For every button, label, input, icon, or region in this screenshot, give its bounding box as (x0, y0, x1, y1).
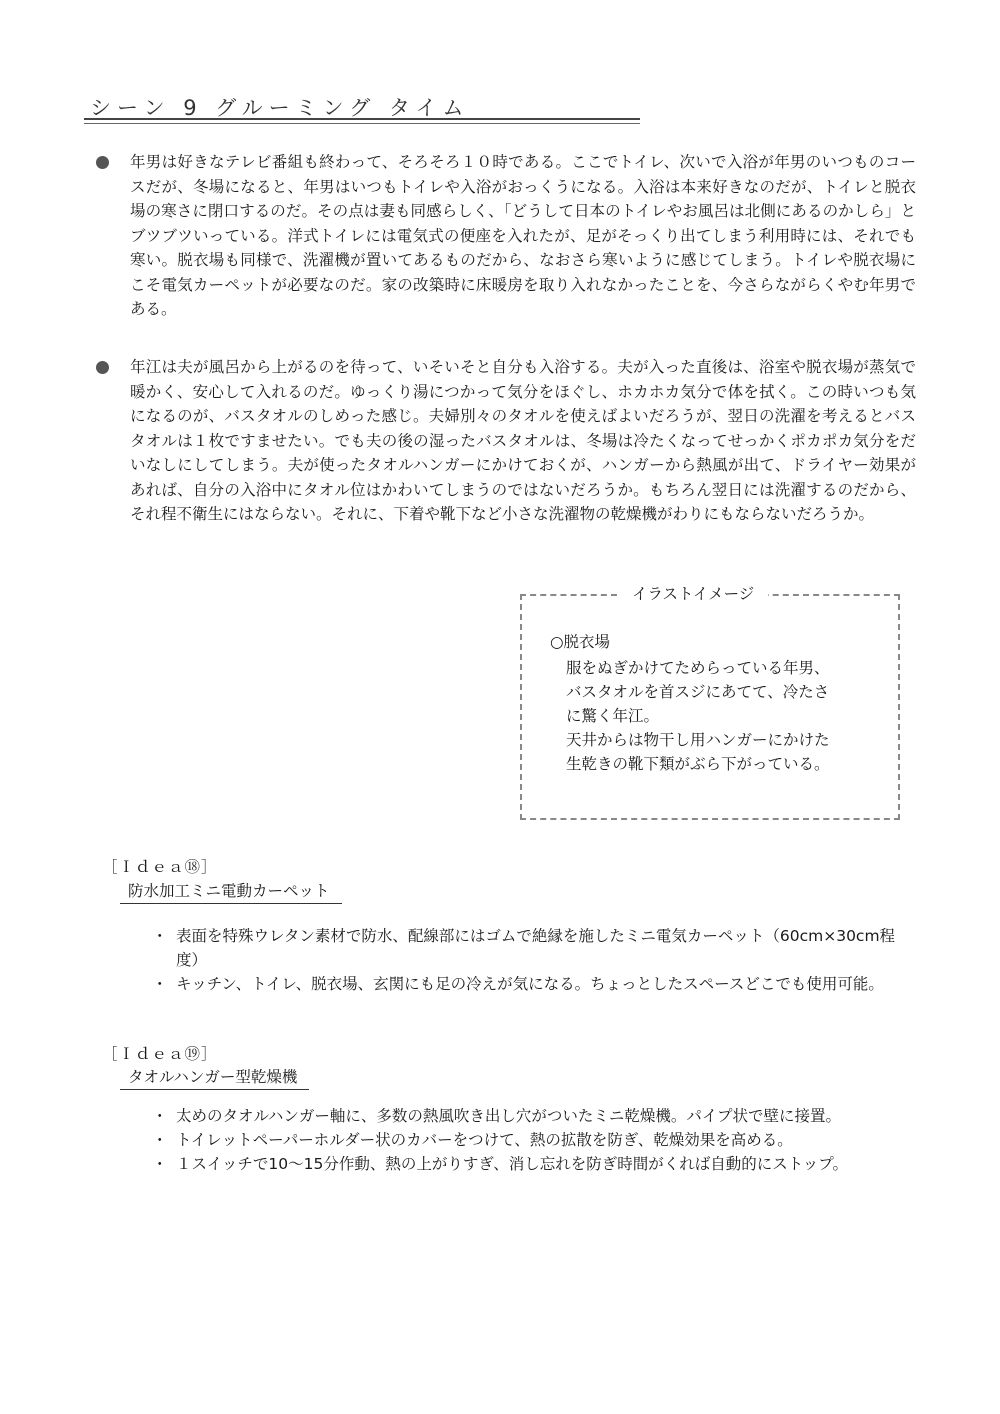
paragraph-toshie (96, 355, 916, 527)
illustration-line: に驚く年江。 (566, 707, 660, 725)
bullet-marker: ・ (152, 1131, 168, 1149)
list-item (150, 1128, 915, 1152)
idea-18-label: ［Ｉｄｅａ⑱］ (102, 858, 218, 876)
illustration-description (566, 656, 830, 776)
title-underline-thin (84, 123, 640, 124)
bullet-dot-icon (96, 361, 109, 374)
illustration-line: バスタオルを首スジにあてて、冷たさ (566, 683, 830, 701)
idea-18-list (150, 924, 915, 996)
list-item (150, 1104, 915, 1128)
list-item-text: トイレットペーパーホルダー状のカバーをつけて、熱の拡散を防ぎ、乾燥効果を高める。 (176, 1131, 793, 1149)
bullet-marker: ・ (152, 927, 168, 945)
illustration-heading: ○脱衣場 (550, 633, 611, 651)
list-item-text: １スイッチで10～15分作動、熱の上がりすぎ、消し忘れを防ぎ時間がくれば自動的にストップ。 (176, 1155, 849, 1173)
list-item-text: キッチン、トイレ、脱衣場、玄関にも足の冷えが気になる。ちょっとしたスペースどこでも使用可能。 (176, 975, 884, 993)
title-underline (84, 118, 640, 120)
illustration-line: 生乾きの靴下類がぶら下がっている。 (566, 755, 830, 773)
illustration-line: 天井からは物干し用ハンガーにかけた (566, 731, 830, 749)
bullet-dot-icon (96, 156, 109, 169)
bullet-marker: ・ (152, 1155, 168, 1173)
list-item (150, 972, 915, 996)
idea-18-name: 防水加工ミニ電動カーペット (120, 879, 342, 904)
list-item-text: 太めのタオルハンガー軸に、多数の熱風吹き出し穴がついたミニ乾燥機。パイプ状で壁に接置。 (176, 1107, 841, 1125)
illustration-line: 服をぬぎかけてためらっている年男、 (566, 659, 830, 677)
idea-19-list (150, 1104, 915, 1176)
illustration-box (520, 585, 900, 820)
idea-19-name: タオルハンガー型乾燥機 (120, 1065, 309, 1090)
idea-19-label: ［Ｉｄｅａ⑲］ (102, 1045, 218, 1063)
list-item-text: 表面を特殊ウレタン素材で防水、配線部にはゴムで絶縁を施したミニ電気カーペット（60cm×30cm程度） (176, 927, 896, 969)
paragraph-text: 年江は夫が風呂から上がるのを待って、いそいそと自分も入浴する。夫が入った直後は、浴室や脱衣場が蒸気で暖かく、安心して入れるのだ。ゆっくり湯につかって気分をほぐし、ホカホカ気分で体を拭く。この時いつも気になるのが、バスタオルのしめった感じ。夫婦別々のタオルを使えばよいだろうが、翌日の洗濯を考えるとバスタオルは１枚ですませたい。でも夫の後の湿ったバスタオルは、冬場は冷たくなってせっかくポカポカ気分をだいなしにしてしまう。夫が使ったタオルハンガーにかけておくが、ハンガーから熱風が出て、ドライヤー効果があれば、自分の入浴中にタオル位はかわいてしまうのではないだろうか。もちろん翌日には洗濯するのだから、それ程不衛生にはならない。それに、下着や靴下など小さな洗濯物の乾燥機がわりにもならないだろうか。 (130, 358, 916, 523)
list-item (150, 1152, 915, 1176)
scene-title: シーン 9 グルーミング タイム (90, 96, 470, 120)
bullet-marker: ・ (152, 1107, 168, 1125)
bullet-marker: ・ (152, 975, 168, 993)
illustration-title: イラストイメージ (618, 582, 768, 604)
paragraph-text: 年男は好きなテレビ番組も終わって、そろそろ１０時である。ここでトイレ、次いで入浴が年男のいつものコースだが、冬場になると、年男はいつもトイレや入浴がおっくうになる。入浴は本来好きなのだが、トイレと脱衣場の寒さに閉口するのだ。その点は妻も同感らしく、「どうして日本のトイレやお風呂は北側にあるのかしら」とブツブツいっている。洋式トイレには電気式の便座を入れたが、足がそっくり出てしまう利用時には、それでも寒い。脱衣場も同様で、洗濯機が置いてあるものだから、なおさら寒いように感じてしまう。トイレや脱衣場にこそ電気カーペットが必要なのだ。家の改築時に床暖房を取り入れなかったことを、今さらながらくやむ年男である。 (130, 153, 916, 318)
list-item (150, 924, 915, 972)
paragraph-toshio (96, 150, 916, 322)
